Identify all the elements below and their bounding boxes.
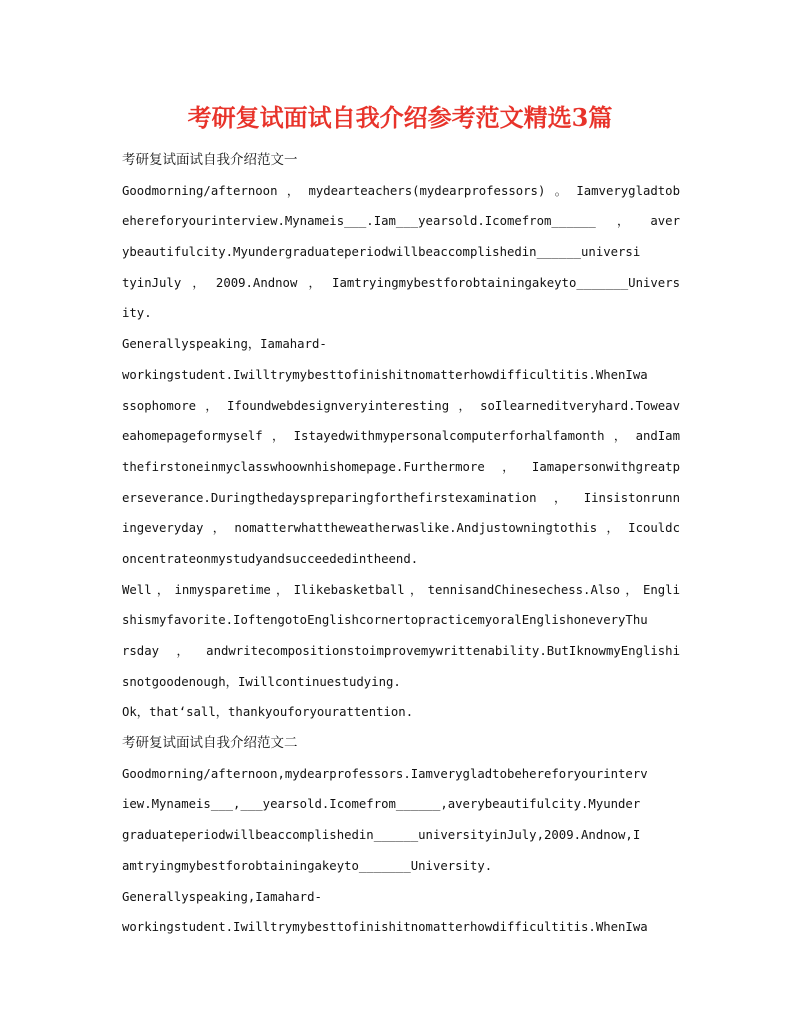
paragraph-line: workingstudent.Iwilltrymybesttofinishitnomatterhowdifficultitis.WhenIwa (122, 920, 648, 935)
paragraph-line: Generallyspeaking,Iamahard- (122, 889, 322, 904)
paragraph-line: ity. (122, 306, 152, 321)
document-body (122, 145, 680, 943)
document-title: 考研复试面试自我介绍参考范文精选3篇 (187, 103, 613, 132)
paragraph-line: graduateperiodwillbeaccomplishedin______universityinJuly,2009.Andnow,I (122, 828, 641, 843)
paragraph-line: Goodmorning/afternoon，mydearteachers(mydearprofessors)。Iamverygladtob (122, 183, 680, 198)
paragraph-line: tyinJuly，2009.Andnow，Iamtryingmybestforobtainingakeyto_______Univers (122, 275, 680, 290)
paragraph-line: erseverance.Duringthedayspreparingforthefirstexamination，Iinsistonrunn (122, 490, 680, 505)
section-heading: 考研复试面试自我介绍范文一 (122, 152, 298, 168)
paragraph-line: Generallyspeaking，Iamahard- (122, 337, 327, 352)
paragraph-line: ehereforyourinterview.Mynameis___.Iam___yearsold.Icomefrom______，aver (122, 214, 680, 229)
paragraph-line: oncentrateonmystudyandsucceededintheend. (122, 551, 419, 566)
paragraph-line: Well，inmysparetime，Ilikebasketball，tennisandChinesechess.Also，Engli (122, 582, 680, 597)
paragraph-line: ssophomore，Ifoundwebdesignveryinteresting，soIlearneditveryhard.Toweav (122, 398, 680, 413)
paragraph-line: snotgoodenough，Iwillcontinuestudying. (122, 674, 401, 689)
section-heading: 考研复试面试自我介绍范文二 (122, 735, 298, 752)
paragraph-line: ingeveryday，nomatterwhattheweatherwaslike.Andjustowningtothis，Icouldc (122, 521, 680, 536)
paragraph-line: iew.Mynameis___,___yearsold.Icomefrom______,averybeautifulcity.Myunder (122, 797, 641, 812)
paragraph-line: rsday，andwritecompositionstoimprovemywrittenability.ButIknowmyEnglishi (122, 644, 680, 658)
paragraph-line: shismyfavorite.IoftengotoEnglishcornertopracticemyoralEnglishoneveryThu (122, 613, 648, 628)
paragraph-line: Ok，that‘sall，thankyouforyourattention. (122, 705, 414, 720)
paragraph-line: amtryingmybestforobtainingakeyto_______University. (122, 858, 493, 873)
paragraph-line: thefirstoneinmyclasswhoownhishomepage.Furthermore，Iamapersonwithgreatp (122, 459, 680, 474)
paragraph-line: workingstudent.Iwilltrymybesttofinishitnomatterhowdifficultitis.WhenIwa (122, 367, 648, 382)
paragraph-line: Goodmorning/afternoon,mydearprofessors.Iamverygladtobehereforyourinterv (122, 766, 648, 781)
paragraph-line: eahomepageformyself，Istayedwithmypersonalcomputerforhalfamonth，andIam (122, 429, 680, 444)
paragraph-line: ybeautifulcity.Myundergraduateperiodwillbeaccomplishedin______universi (122, 245, 641, 260)
